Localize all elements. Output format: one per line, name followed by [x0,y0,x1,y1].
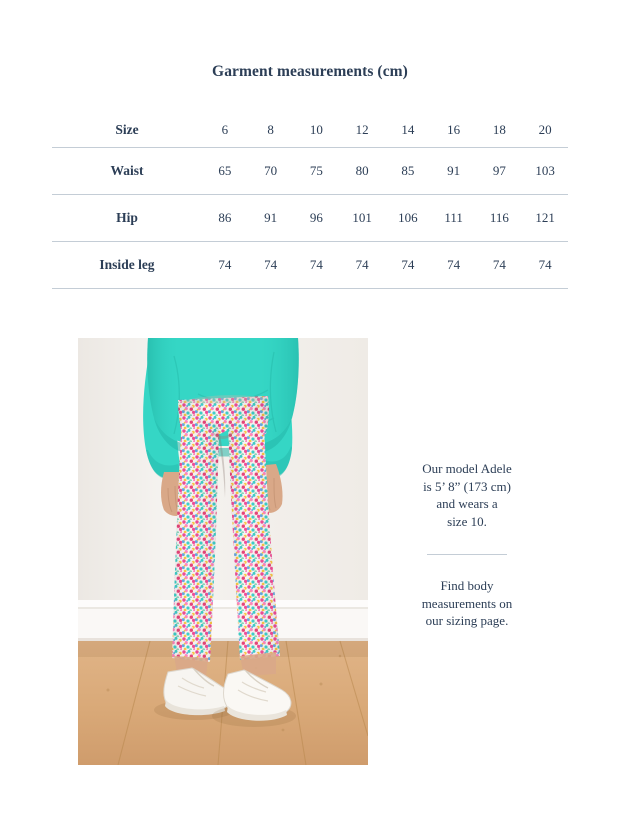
table-header-size-12: 12 [339,113,385,148]
copy-divider [427,554,507,555]
model-note-line-1: Our model Adele [422,461,512,476]
waist-size-8: 70 [248,148,294,195]
table-row-hip [52,195,568,242]
table-header-size-16: 16 [431,113,477,148]
hip-size-14: 106 [385,195,431,242]
model-info-block [387,460,547,630]
waist-size-20: 103 [522,148,568,195]
model-note-line-2: is 5’ 8” (173 cm) [423,478,511,494]
inside-leg-size-16: 74 [431,242,477,289]
table-header-row [52,113,568,148]
waist-size-14: 85 [385,148,431,195]
hip-size-20: 121 [522,195,568,242]
skirting-board [78,609,368,641]
model-photo-illustration [78,338,368,765]
waist-size-16: 91 [431,148,477,195]
row-label-hip: Hip [52,195,202,242]
waist-size-18: 97 [477,148,523,195]
hip-size-8: 91 [248,195,294,242]
inside-leg-size-20: 74 [522,242,568,289]
table-header-size-10: 10 [294,113,340,148]
hip-size-16: 111 [431,195,477,242]
model-note-line-4: size 10. [447,513,487,529]
table-row-inside-leg [52,242,568,289]
garment-measurements-table [52,113,568,289]
model-photo [78,338,368,765]
table-header-size-8: 8 [248,113,294,148]
hip-size-18: 116 [477,195,523,242]
hip-size-10: 96 [294,195,340,242]
model-note-line-3: and wears a [436,496,498,511]
hip-size-6: 86 [202,195,248,242]
page-title: Garment measurements (cm) [212,63,408,80]
table-row-waist [52,148,568,195]
hip-size-12: 101 [339,195,385,242]
sizing-note-line-3: our sizing page. [425,613,509,629]
table-header-size-18: 18 [477,113,523,148]
table-header-size-6: 6 [202,113,248,148]
row-label-inside-leg: Inside leg [52,242,202,289]
inside-leg-size-14: 74 [385,242,431,289]
table-header-size-20: 20 [522,113,568,148]
table-header-size-14: 14 [385,113,431,148]
row-label-waist: Waist [52,148,202,195]
inside-leg-size-12: 74 [339,242,385,289]
inside-leg-size-10: 74 [294,242,340,289]
sizing-note-line-1: Find body [440,578,494,594]
table-header-size-label: Size [52,113,202,148]
waist-size-12: 80 [339,148,385,195]
inside-leg-size-6: 74 [202,242,248,289]
sizing-note-line-2: measurements on [421,595,513,611]
waist-size-10: 75 [294,148,340,195]
waist-size-6: 65 [202,148,248,195]
inside-leg-size-8: 74 [248,242,294,289]
inside-leg-size-18: 74 [477,242,523,289]
